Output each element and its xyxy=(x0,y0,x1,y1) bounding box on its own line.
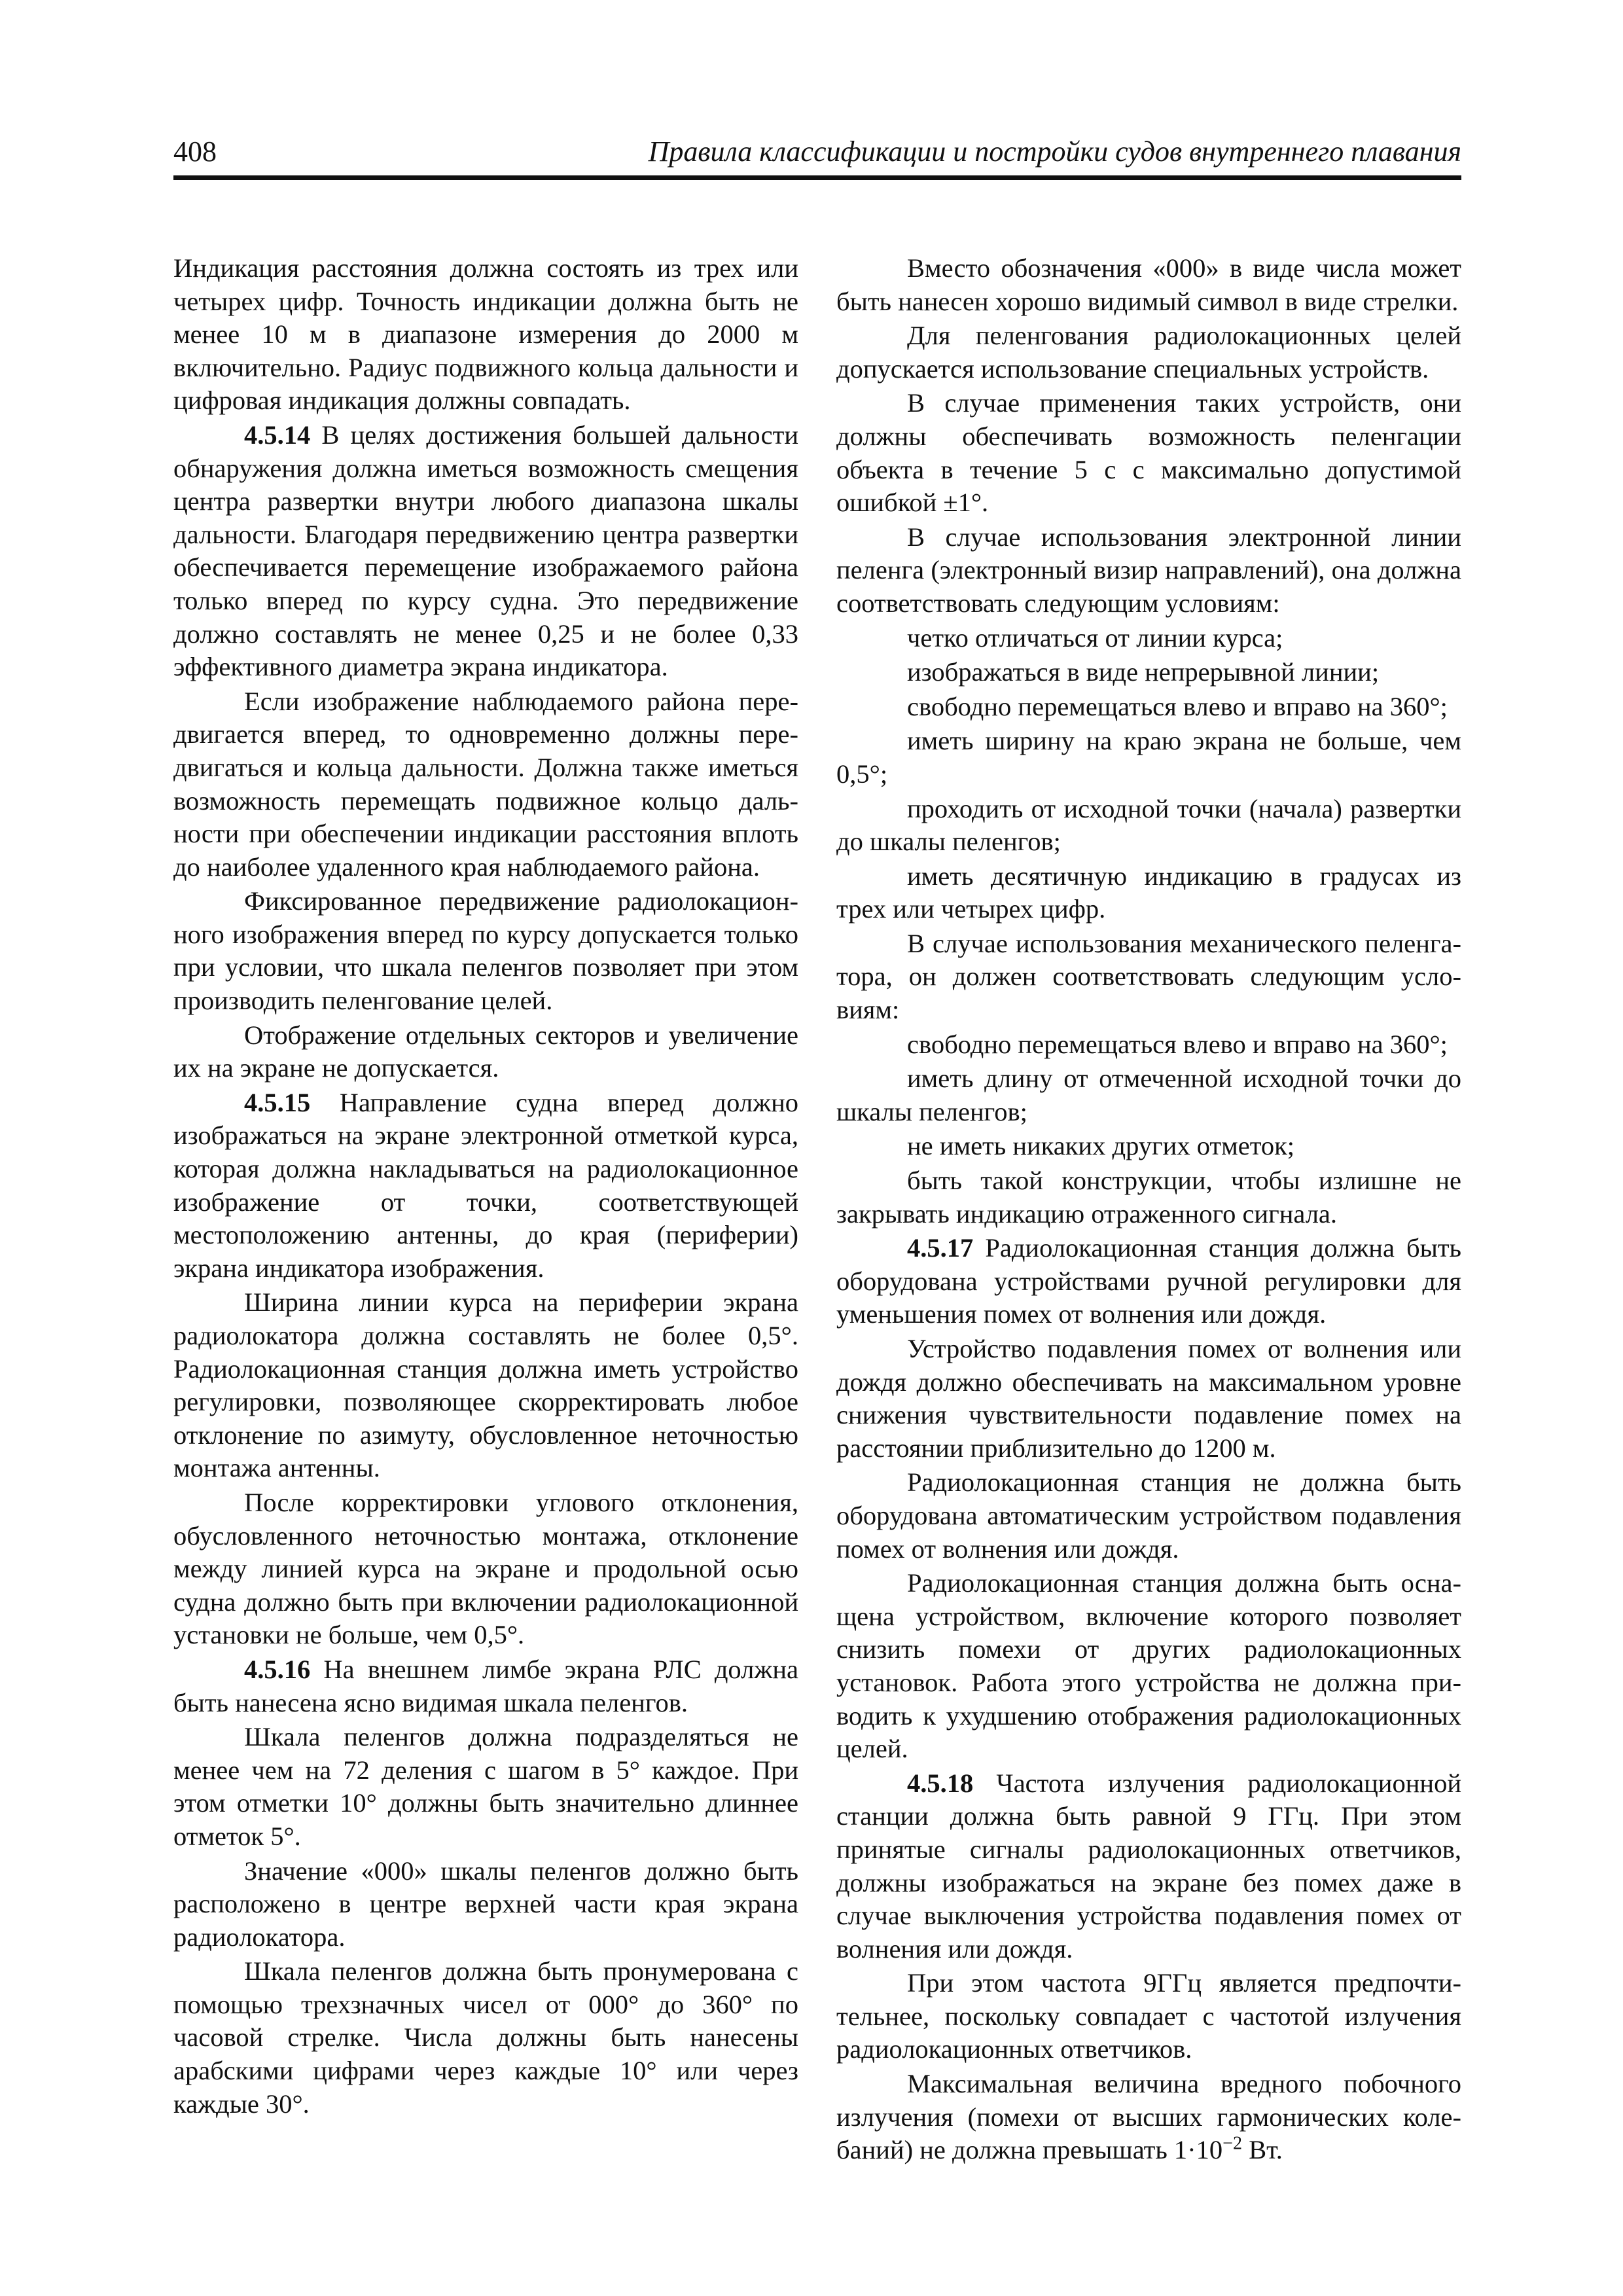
paragraph xyxy=(173,1721,798,1853)
page-number: 408 xyxy=(173,135,217,168)
paragraph-text: Частота излучения радиолокационной станции должна быть равной 9 ГГц. При этом принятые сигналы радиолокационных ответчиков, должны изображаться на экране без помех даже в случае выключения устройства подавления помех от волнения или дождя. xyxy=(836,1768,1461,1964)
paragraph-text: иметь ширину на краю экрана не больше, чем 0,5°; xyxy=(836,726,1461,789)
paragraph-text: При этом частота 9ГГц является предпочтительнее, поскольку совпадает с частотой излучения радиолокационных ответчиков. xyxy=(836,1968,1461,2064)
section-number: 4.5.17 xyxy=(907,1233,974,1263)
section-number: 4.5.18 xyxy=(907,1768,974,1798)
paragraph-text: Отображение отдельных секторов и увеличение их на экране не допускается. xyxy=(173,1020,798,1083)
paragraph-text: Для пеленгования радиолокационных целей допускается использование специальных устройств. xyxy=(836,321,1461,384)
paragraph-text: Вместо обозначения «000» в виде числа может быть нанесен хорошо видимый символ в виде стрелки. xyxy=(836,253,1461,316)
paragraph-text: Шкала пеленгов должна быть пронумерована с помощью трехзначных чисел от 000° до 360° по часовой стрелке. Числа должны быть нанесены арабскими цифрами через каждые 10° или через каждые 30°. xyxy=(173,1956,798,2119)
paragraph-text: В случае применения таких устройств, они должны обеспечивать возможность пеленгации объекта в течение 5 с с максимально допустимой ошибкой ±1°. xyxy=(836,388,1461,518)
left-column xyxy=(173,252,798,2122)
running-header xyxy=(173,134,1461,175)
paragraph-text: Радиолокационная станция должна быть оснащена устройством, включение которого позволяет снизить помехи от других радиолокационных установок. Работа этого устройства не должна приводить к ухудшению отображения радиолокационных целей. xyxy=(836,1568,1461,1764)
paragraph-text: После корректировки углового отклонения, обусловленного неточностью монтажа, отклонение между линией курса на экране и продольной осью судна должно быть при включении радиолокационной установки не больше, чем 0,5°. xyxy=(173,1487,798,1650)
paragraph xyxy=(173,685,798,884)
paragraph xyxy=(836,656,1461,689)
paragraph xyxy=(836,860,1461,926)
paragraph-text: Фиксированное передвижение радиолокационного изображения вперед по курсу допускается только при условии, что шкала пеленгов позволяет при этом производить пеленгование целей. xyxy=(173,886,798,1016)
paragraph xyxy=(173,1286,798,1485)
paragraph-text: В целях достижения большей дальности обнаружения должна иметься возможность смещения центра развертки внутри любого диапазона шкалы дальности. Благодаря передвижению центра развертки обеспечивается перемещение изображаемого района только вперед по курсу судна. Это передвижение должно составлять не менее 0,25 и не более 0,33 эффективного диаметра экрана индикатора. xyxy=(173,420,798,682)
paragraph xyxy=(836,319,1461,386)
section-paragraph xyxy=(173,1653,798,1719)
right-column xyxy=(836,252,1461,2168)
paragraph-text: Ширина линии курса на периферии экрана радиолокатора должна составлять не более 0,5°. Радиолокационная станция должна иметь устройство регулировки, позволяющее скорректировать любое отклонение по азимуту, обусловленное неточностью монтажа антенны. xyxy=(173,1287,798,1483)
paragraph xyxy=(836,622,1461,655)
paragraph xyxy=(836,691,1461,724)
section-paragraph xyxy=(173,1086,798,1285)
section-paragraph xyxy=(836,1767,1461,1966)
paragraph-text: Радиолокационная станция не должна быть оборудована автоматическим устройством подавления помех от волнения или дождя. xyxy=(836,1467,1461,1564)
running-title: Правила классификации и постройки судов внутреннего плавания xyxy=(648,135,1461,168)
paragraph-text: Шкала пеленгов должна подразделяться не менее чем на 72 деления с шагом в 5° каждое. При этом отметки 10° должны быть значительно длиннее отметок 5°. xyxy=(173,1722,798,1851)
paragraph xyxy=(173,1855,798,1954)
paragraph xyxy=(173,1019,798,1085)
paragraph xyxy=(836,1567,1461,1766)
paragraph-text: Значение «000» шкалы пеленгов должно быть расположено в центре верхней части края экрана радиолокатора. xyxy=(173,1856,798,1952)
paragraph-text: Радиолокационная станция должна быть оборудована устройствами ручной регулировки для уменьшения помех от волнения или дождя. xyxy=(836,1233,1461,1329)
paragraph xyxy=(836,387,1461,519)
paragraph-text: Если изображение наблюдаемого района передвигается вперед, то одновременно должны передвигаться и кольца дальности. Должна также иметься возможность перемещать подвижное кольцо дальности при обеспечении индикации расстояния вплоть до наиболее удаленного края наблюдаемого района. xyxy=(173,686,798,882)
paragraph xyxy=(836,793,1461,859)
unit-text: Вт. xyxy=(1241,2135,1283,2165)
paragraph-text: Индикация расстояния должна состоять из трех или четырех цифр. Точность индикации должна быть не менее 10 м в диапазоне измерения до 2000 м включительно. Радиус подвижного кольца дальности и цифровая индикация должны совпадать. xyxy=(173,253,798,416)
paragraph-text: Максимальная величина вредного побочного излучения (помехи от высших гармонических колебаний) не должна превышать 1·10 xyxy=(836,2069,1461,2165)
paragraph-text: четко отличаться от линии курса; xyxy=(907,622,1283,653)
paragraph-text: Направление судна вперед должно изображаться на экране электронной отметкой курса, которая должна накладываться на радиолокационное изображение от точки, соответствующей местоположению антенны, до края (периферии) экрана индикатора изображения. xyxy=(173,1087,798,1283)
paragraph xyxy=(836,1967,1461,2066)
paragraph-text: свободно перемещаться влево и вправо на 360°; xyxy=(907,691,1448,721)
paragraph-text: изображаться в виде непрерывной линии; xyxy=(907,657,1380,687)
paragraph-text: свободно перемещаться влево и вправо на 360°; xyxy=(907,1029,1448,1059)
section-number: 4.5.14 xyxy=(244,420,311,450)
section-number: 4.5.15 xyxy=(244,1087,311,1117)
paragraph xyxy=(836,521,1461,620)
paragraph-text: В случае использования электронной линии пеленга (электронный визир направлений), она должна соответствовать следующим условиям: xyxy=(836,522,1461,618)
paragraph-text: Устройство подавления помех от волнения или дождя должно обеспечивать на максимальном уровне снижения чувствительности подавление помех на расстоянии приблизительно до 1200 м. xyxy=(836,1334,1461,1463)
paragraph-text: иметь длину от отмеченной исходной точки до шкалы пеленгов; xyxy=(836,1064,1461,1126)
paragraph xyxy=(836,1333,1461,1465)
header-rule xyxy=(173,175,1461,180)
paragraph-text: В случае использования механического пеленгатора, он должен соответствовать следующим условиям: xyxy=(836,928,1461,1025)
paragraph xyxy=(836,1028,1461,1062)
paragraph xyxy=(836,1130,1461,1163)
paragraph xyxy=(173,252,798,418)
section-paragraph xyxy=(836,1232,1461,1331)
paragraph-text: не иметь никаких других отметок; xyxy=(907,1131,1295,1161)
section-number: 4.5.16 xyxy=(244,1654,311,1684)
paragraph xyxy=(836,2068,1461,2167)
paragraph xyxy=(836,252,1461,318)
paragraph xyxy=(836,1466,1461,1566)
section-paragraph xyxy=(173,419,798,684)
paragraph xyxy=(173,1486,798,1652)
paragraph xyxy=(173,885,798,1017)
exponent: −2 xyxy=(1222,2133,1242,2154)
paragraph-text: быть такой конструкции, чтобы излишне не закрывать индикацию отраженного сигнала. xyxy=(836,1166,1461,1229)
paragraph-text: На внешнем лимбе экрана РЛС должна быть нанесена ясно видимая шкала пеленгов. xyxy=(173,1654,798,1717)
paragraph xyxy=(836,725,1461,791)
paragraph-text: иметь десятичную индикацию в градусах из трех или четырех цифр. xyxy=(836,861,1461,924)
paragraph xyxy=(836,1164,1461,1230)
paragraph xyxy=(173,1955,798,2121)
paragraph-text: проходить от исходной точки (начала) развертки до шкалы пеленгов; xyxy=(836,793,1461,857)
paragraph xyxy=(836,1062,1461,1128)
paragraph xyxy=(836,927,1461,1027)
